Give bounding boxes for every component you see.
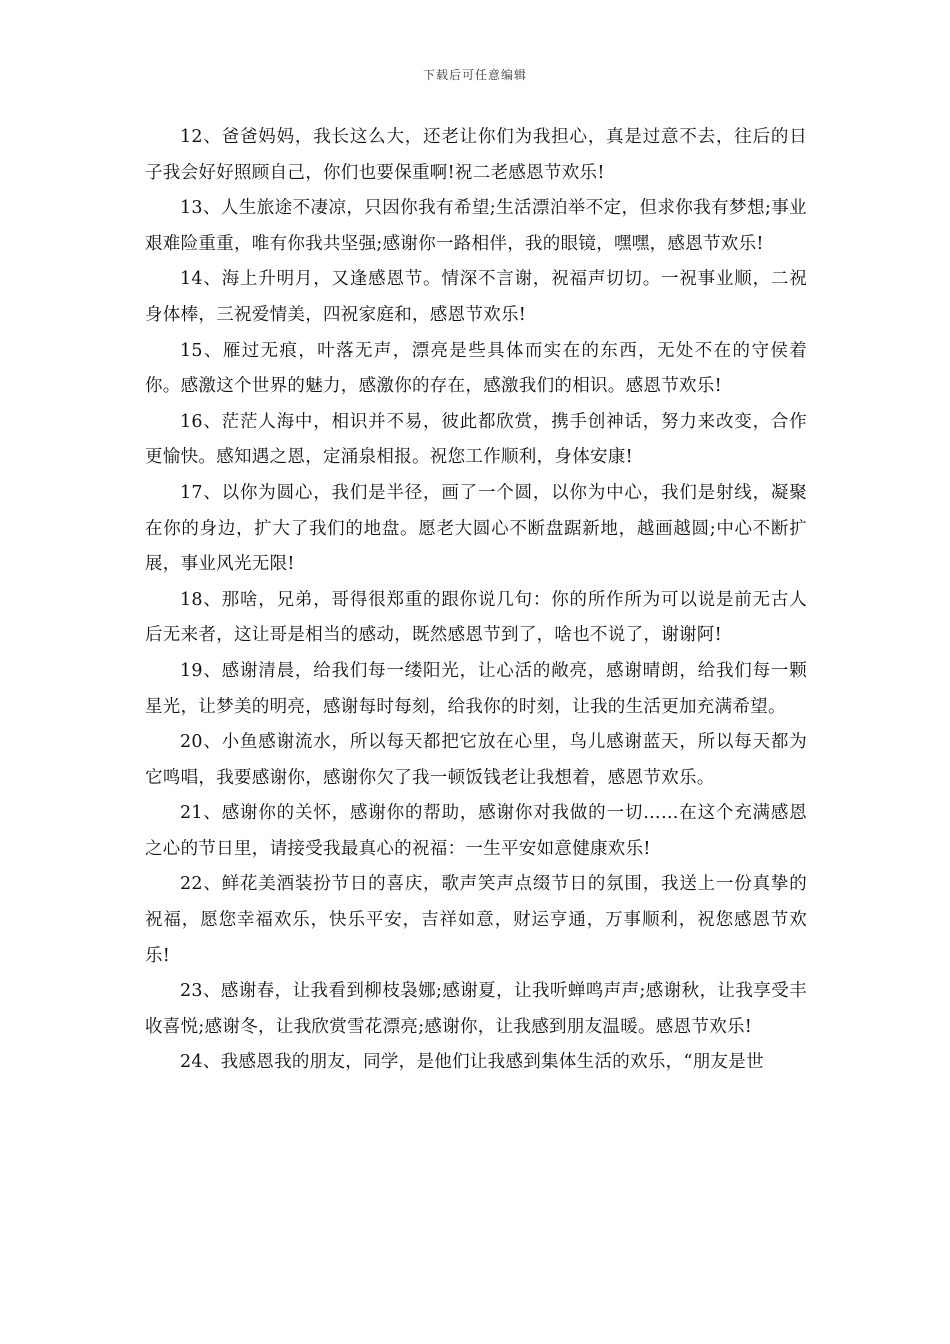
paragraph-13: 13、人生旅途不凄凉，只因你我有希望;生活漂泊举不定，但求你我有梦想;事业艰难险重重，唯有你我共坚强;感谢你一路相伴，我的眼镜，嘿嘿，感恩节欢乐! [145,198,807,254]
page-header: 下载后可任意编辑 [422,68,527,82]
paragraph-23: 23、感谢春，让我看到柳枝袅娜;感谢夏，让我听蝉鸣声声;感谢秋，让我享受丰收喜悦;感谢冬，让我欣赏雪花漂亮;感谢你，让我感到朋友温暖。感恩节欢乐! [145,981,807,1037]
paragraph-21: 21、感谢你的关怀，感谢你的帮助，感谢你对我做的一切……在这个充满感恩之心的节日里，请接受我最真心的祝福：一生平安如意健康欢乐! [145,803,807,859]
paragraph-16: 16、茫茫人海中，相识并不易，彼此都欣赏，携手创神话，努力来改变，合作更愉快。感知遇之恩，定涌泉相报。祝您工作顺利，身体安康! [145,411,807,468]
paragraph-24: 24、我感恩我的朋友，同学，是他们让我感到集体生活的欢乐，“朋友是世 [180,1052,764,1073]
paragraph-12: 12、爸爸妈妈，我长这么大，还老让你们为我担心，真是过意不去，往后的日子我会好好照顾自己，你们也要保重啊!祝二老感恩节欢乐! [145,127,807,183]
paragraph-22: 22、鲜花美酒装扮节日的喜庆，歌声笑声点缀节日的氛围，我送上一份真挚的祝福，愿您幸福欢乐，快乐平安，吉祥如意，财运亨通，万事顺利，祝您感恩节欢乐! [145,874,807,966]
paragraph-15: 15、雁过无痕，叶落无声，漂亮是些具体而实在的东西，无处不在的守侯着你。感激这个世界的魅力，感激你的存在，感激我们的相识。感恩节欢乐! [145,340,807,397]
paragraph-14: 14、海上升明月，又逢感恩节。情深不言谢，祝福声切切。一祝事业顺，二祝身体棒，三祝爱情美，四祝家庭和，感恩节欢乐! [145,269,807,325]
paragraph-18: 18、那啥，兄弟，哥得很郑重的跟你说几句：你的所作所为可以说是前无古人后无来者，这让哥是相当的感动，既然感恩节到了，啥也不说了，谢谢阿! [145,589,807,646]
paragraph-20: 20、小鱼感谢流水，所以每天都把它放在心里，鸟儿感谢蓝天，所以每天都为它鸣唱，我要感谢你，感谢你欠了我一顿饭钱老让我想着，感恩节欢乐。 [145,732,807,788]
paragraph-17: 17、以你为圆心，我们是半径，画了一个圆，以你为中心，我们是射线，凝聚在你的身边，扩大了我们的地盘。愿老大圆心不断盘踞新地，越画越圆;中心不断扩展，事业风光无限! [145,482,807,575]
paragraph-19: 19、感谢清晨，给我们每一缕阳光，让心活的敞亮，感谢晴朗，给我们每一颗星光，让梦美的明亮，感谢每时每刻，给我你的时刻，让我的生活更加充满希望。 [145,660,807,717]
document-body [145,120,807,1081]
